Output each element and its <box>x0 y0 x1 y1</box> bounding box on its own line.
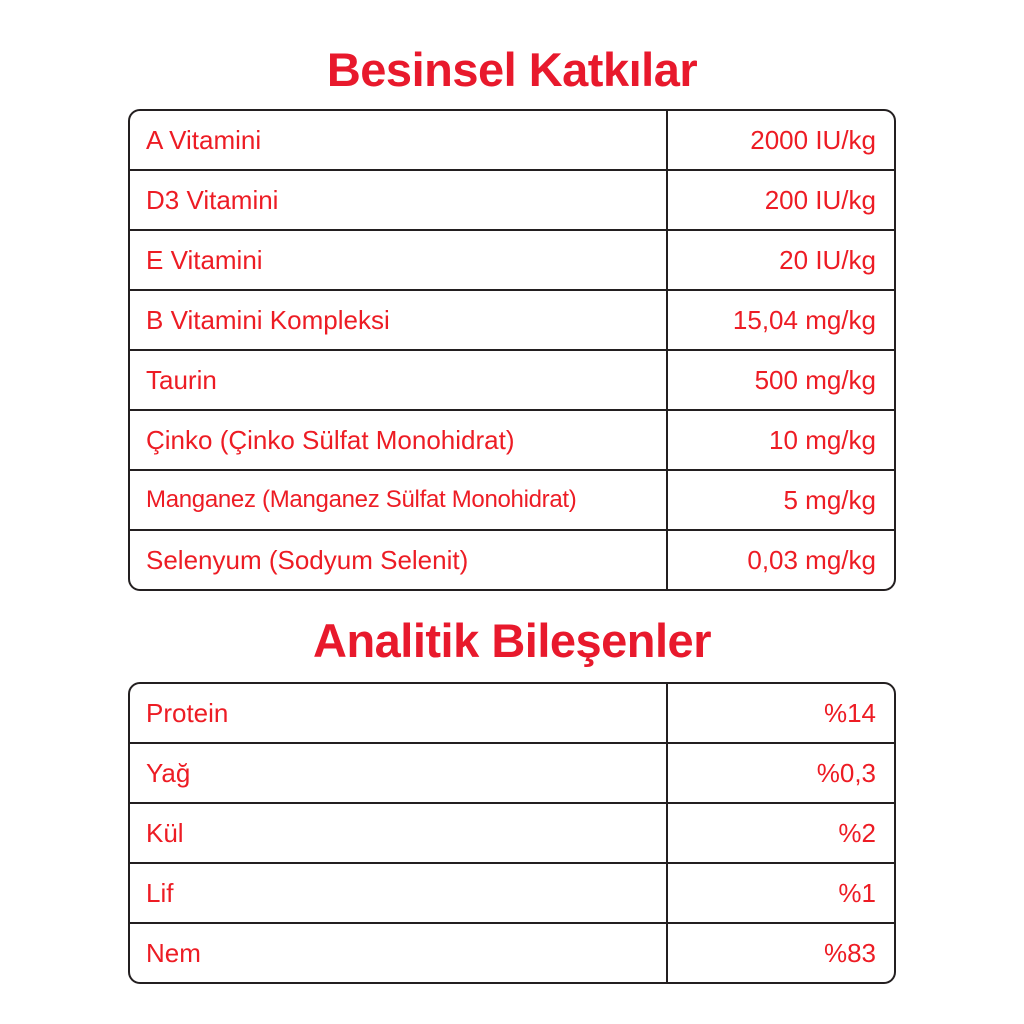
table-cell-value: 10 mg/kg <box>769 424 876 455</box>
table-row <box>128 291 896 351</box>
table-row <box>128 682 896 744</box>
table-cell-label: Yağ <box>130 744 668 802</box>
page-title-nutritional-additives: Besinsel Katkılar <box>326 43 698 96</box>
table-row <box>128 744 896 804</box>
table-row <box>128 351 896 411</box>
table-row <box>128 864 896 924</box>
table-cell-value: 5 mg/kg <box>783 484 876 515</box>
table-cell-label: Taurin <box>130 351 668 409</box>
table-cell-value: 20 IU/kg <box>779 244 876 275</box>
table-cell-label: E Vitamini <box>130 231 668 289</box>
table-row <box>128 531 896 591</box>
table-cell-label: Protein <box>130 684 668 742</box>
table-row <box>128 171 896 231</box>
table-cell-value: %14 <box>823 697 876 728</box>
table-cell-label: Selenyum (Sodyum Selenit) <box>130 531 668 589</box>
page-title-analytical-constituents: Analitik Bileşenler <box>313 614 711 667</box>
nutritional-additives-table <box>128 109 896 591</box>
table-cell-label: A Vitamini <box>130 111 668 169</box>
table-cell-value: %2 <box>838 817 876 848</box>
analytical-constituents-table <box>128 682 896 984</box>
table-cell-label: Lif <box>130 864 668 922</box>
table-cell-value: %0,3 <box>816 757 876 788</box>
table-cell-value: 15,04 mg/kg <box>732 304 876 335</box>
table-cell-label: Kül <box>130 804 668 862</box>
table-cell-label: Çinko (Çinko Sülfat Monohidrat) <box>130 411 668 469</box>
table-cell-value: 2000 IU/kg <box>750 124 876 155</box>
table-cell-value: 500 mg/kg <box>754 364 876 395</box>
table-row <box>128 231 896 291</box>
table-cell-label: B Vitamini Kompleksi <box>130 291 668 349</box>
table-cell-value: %1 <box>838 877 876 908</box>
table-cell-value: %83 <box>823 937 876 968</box>
table-row <box>128 924 896 984</box>
table-row <box>128 109 896 171</box>
table-row <box>128 471 896 531</box>
table-row <box>128 411 896 471</box>
table-cell-label: D3 Vitamini <box>130 171 668 229</box>
table-row <box>128 804 896 864</box>
table-cell-label: Manganez (Manganez Sülfat Monohidrat) <box>130 471 668 529</box>
table-cell-value: 0,03 mg/kg <box>747 544 876 575</box>
table-cell-label: Nem <box>130 924 668 982</box>
table-cell-value: 200 IU/kg <box>764 184 876 215</box>
